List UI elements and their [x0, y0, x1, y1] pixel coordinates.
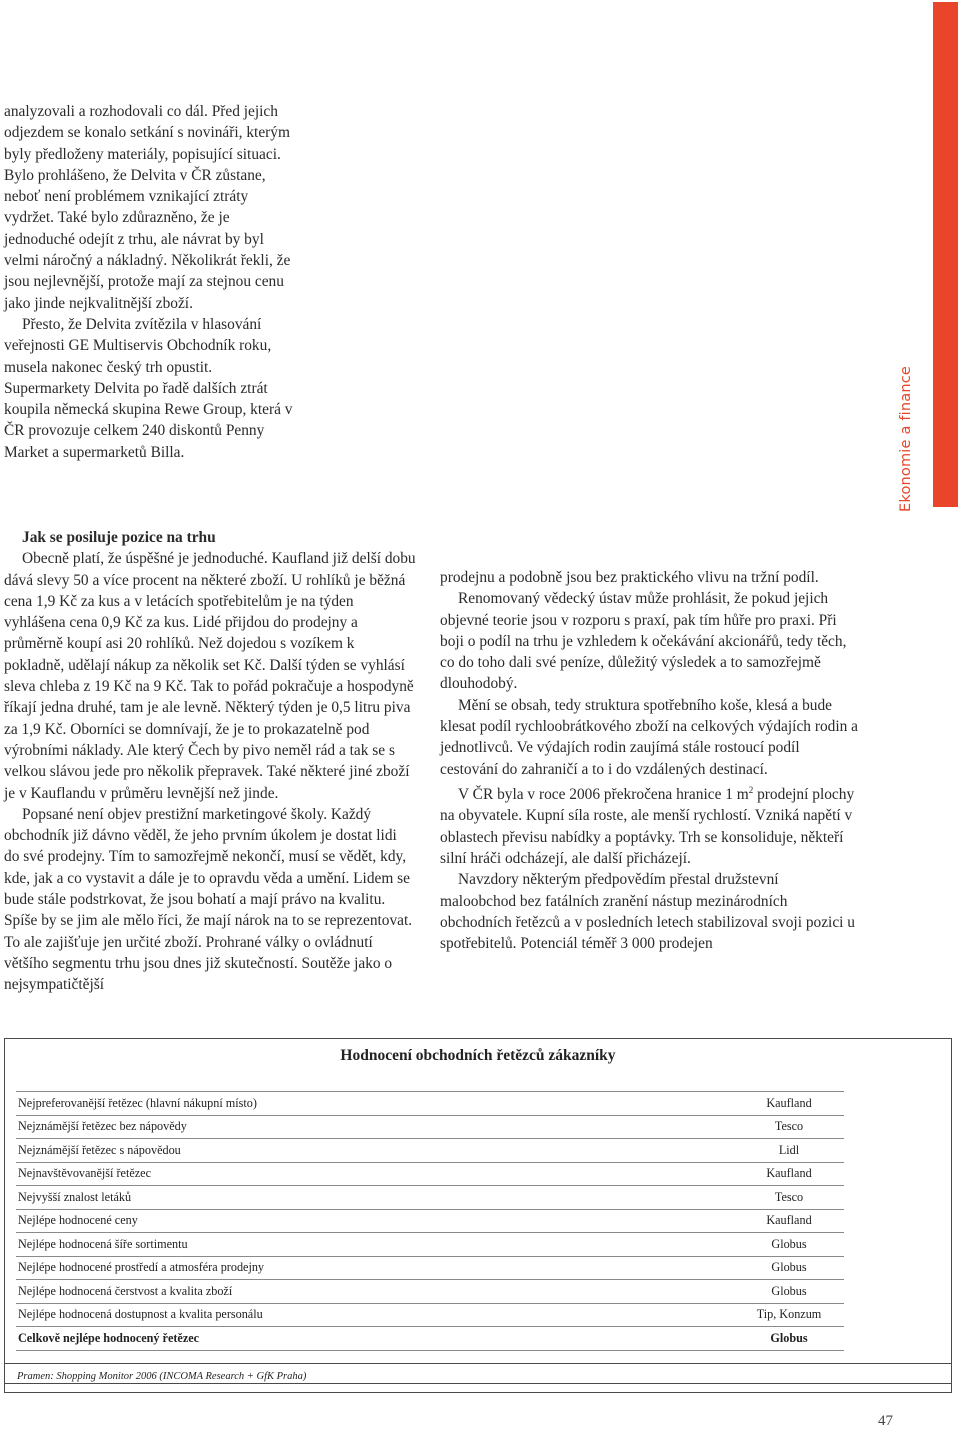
intro-text [4, 101, 300, 463]
table-row [16, 1186, 844, 1210]
area-text-before: V ČR byla v roce 2006 překročena hranice 1 m [458, 786, 749, 804]
row-label: Nejlépe hodnocené prostředí a atmosféra prodejny [16, 1256, 734, 1280]
column2-paragraph-1: prodejnu a podobně jsou bez praktického vlivu na tržní podíl. [440, 569, 819, 586]
total-value: Globus [734, 1327, 844, 1351]
intro-paragraph-2: Přesto, že Delvita zvítězila v hlasování veřejnosti GE Multiservis Obchodník roku, musela nakonec český trh opustit. Supermarkety Delvita po řadě dalších ztrát koupila německá skupina Rewe Group, která v ČR provozuje celkem 240 diskontů Penny Market a supermarketů Billa. [4, 315, 293, 461]
table-row [16, 1115, 844, 1139]
column1-paragraph-2: Popsané není objev prestižní marketingové školy. Každý obchodník již dávno věděl, že jeho prvním úkolem je dostat lidi do své prodejny. Tím to samozřejmě nekončí, musí se vědět, kdy, kde, jak a co vystavit a dále je to opravdu věda a umění. Lidem se bude stále podstrkovat, že jsou bohatí a mají právo na kvalitu. Spíše by se jim ale mělo říci, že mají nárok na to se reprezentovat. To ale zajišťuje jen určité zboží. Prohrané války o ovládnutí většího segmentu trhu jsou dnes již skutečností. Soutěže jako o nejsympatičtější [4, 805, 413, 994]
column1-paragraph-1: Obecně platí, že úspěšné je jednoduché. Kaufland již delší dobu dává slevy 50 a více procent na některé zboží. U rohlíků je běžná cena 1,9 Kč za kus a v letácích spotřebitelům je na týden vyhlášena cena 0,9 Kč za kus. Lidé přijdou do prodejny a průměrně koupí asi 20 rohlíků. Než dojedou s vozíkem k pokladně, udělají nákup za několik set Kč. Další týden se vyhlásí sleva chleba z 19 Kč na 9 Kč. Tak to pořád pokračuje a hospodyně říkají jedna druhé, tam je ale levně. Některý týden je 0,5 litru piva za 1,9 Kč. Oborníci se domnívají, že je to prokazatelně pod výrobními náklady. Ale který Čech by pivo neměl rád a tak se s velkou slávou jede pro několik přepravek. Také některé jiné zboží je v Kauflandu v průměru levnější než jinde. [4, 550, 416, 802]
row-label: Nejvyšší znalost letáků [16, 1186, 734, 1210]
row-label: Nejlépe hodnocené ceny [16, 1209, 734, 1233]
table-title: Hodnocení obchodních řetězců zákazníky [340, 1047, 616, 1064]
row-value: Globus [734, 1233, 844, 1257]
column2-paragraph-2: Renomovaný vědecký ústav může prohlásit, že pokud jejich objevné teorie jsou v rozporu s praxí, pak tím hůře pro praxi. Při boji o podíl na trhu je vzhledem k očekávání akcionářů, tedy těch, co do toho dali své peníze, důležitý výsledek a to samozřejmě dlouhodobý. [440, 590, 847, 693]
ranking-table [16, 1091, 844, 1351]
row-value: Kaufland [734, 1162, 844, 1186]
row-value: Tip, Konzum [734, 1303, 844, 1327]
intro-paragraph-1: analyzovali a rozhodovali co dál. Před jejich odjezdem se konalo setkání s novináři, kterým byly předloženy materiály, popisující situaci. Bylo prohlášeno, že Delvita v ČR zůstane, neboť není problémem vznikající ztráty vydržet. Také bylo zdůrazněno, že je jednoduché odejít z trhu, ale návrat by byl velmi náročný a nákladný. Několikrát řekli, že jsou nejlevnější, protože mají za stejnou cenu jako jinde nejkvalitnější zboží. [4, 103, 291, 312]
table-total-row [16, 1327, 844, 1351]
row-value: Globus [734, 1256, 844, 1280]
table-row [16, 1092, 844, 1116]
area-text-after: prodejní plochy na obyvatele. Kupní síla roste, ale menší rychlostí. Vzniká napětí v oblastech převisu nabídky a poptávky. Trh se konsoliduje, někteří silní hráči odcházejí, ale další přicházejí. [440, 786, 855, 867]
table-row [16, 1233, 844, 1257]
article-column-right [440, 567, 858, 954]
row-label: Nejlépe hodnocená šíře sortimentu [16, 1233, 734, 1257]
row-label: Nejlépe hodnocená dostupnost a kvalita personálu [16, 1303, 734, 1327]
row-label: Nejpreferovanější řetězec (hlavní nákupní místo) [16, 1092, 734, 1116]
article-column-left [4, 527, 416, 996]
row-value: Lidl [734, 1139, 844, 1163]
row-label: Nejnavštěvovanější řetězec [16, 1162, 734, 1186]
source-note: Pramen: Shopping Monitor 2006 (INCOMA Research + GfK Praha) [4, 1363, 952, 1393]
total-label: Celkově nejlépe hodnocený řetězec [16, 1327, 734, 1351]
area-superscript: 2 [748, 784, 754, 795]
row-value: Tesco [734, 1186, 844, 1210]
table-row [16, 1209, 844, 1233]
row-value: Globus [734, 1280, 844, 1304]
row-value: Kaufland [734, 1209, 844, 1233]
row-label: Nejznámější řetězec bez nápovědy [16, 1115, 734, 1139]
row-value: Kaufland [734, 1092, 844, 1116]
page-number: 47 [878, 1413, 893, 1429]
column2-paragraph-3: Mění se obsah, tedy struktura spotřebního koše, klesá a bude klesat podíl rychloobrátkového zboží na celkových výdajích rodin a jednotlivců. Ve výdajích rodin zaujímá stále rostoucí podíl cestování do zahraničí a to i do vzdálených destinací. [440, 696, 858, 778]
table-row [16, 1256, 844, 1280]
table-row [16, 1162, 844, 1186]
column2-paragraph-4: Navzdory některým předpovědím přestal družstevní maloobchod bez fatálních zranění nástup mezinárodních obchodních řetězců a v posledních letech stabilizoval svoji pozici u spotřebitelů. Potenciál téměř 3 000 prodejen [440, 871, 855, 953]
table-row [16, 1303, 844, 1327]
row-label: Nejznámější řetězec s nápovědou [16, 1139, 734, 1163]
section-heading: Jak se posiluje pozice na trhu [22, 529, 216, 546]
section-label: Ekonomie a finance [898, 365, 914, 512]
row-label: Nejlépe hodnocená čerstvost a kvalita zboží [16, 1280, 734, 1304]
ranking-table-box [4, 1038, 952, 1384]
section-accent-bar [933, 2, 958, 507]
column2-paragraph-area [440, 780, 858, 869]
row-value: Tesco [734, 1115, 844, 1139]
table-row [16, 1280, 844, 1304]
table-row [16, 1139, 844, 1163]
